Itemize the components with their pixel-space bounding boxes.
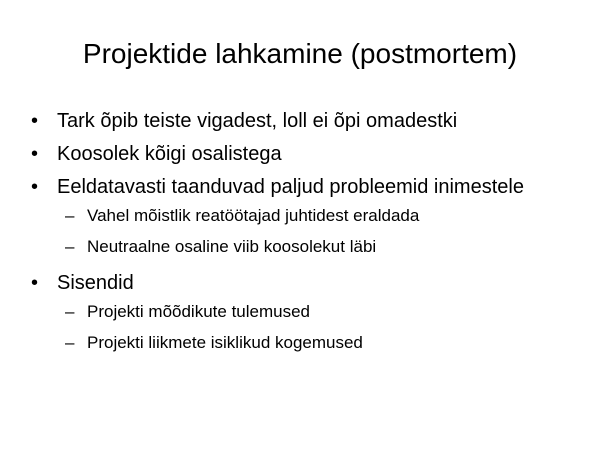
sub-bullet-item — [65, 234, 590, 259]
bullet-list — [30, 107, 590, 361]
sub-bullet-text: Vahel mõistlik reatöötajad juhtidest eraldada — [87, 206, 420, 225]
dash-icon: – — [65, 302, 75, 321]
bullet-item — [30, 269, 590, 355]
sub-bullet-list — [57, 299, 590, 355]
bullet-text: Eeldatavasti taanduvad paljud probleemid inimestele — [57, 176, 524, 198]
sub-bullet-item — [65, 299, 590, 324]
sub-bullet-text: Projekti liikmete isiklikud kogemused — [87, 333, 363, 352]
sub-bullet-text: Neutraalne osaline viib koosolekut läbi — [87, 237, 377, 256]
sub-bullet-list — [57, 203, 590, 259]
sub-bullet-item — [65, 330, 590, 355]
slide-title: Projektide lahkamine (postmortem) — [82, 38, 518, 69]
bullet-item — [30, 107, 590, 135]
bullet-text: Koosolek kõigi osalistega — [57, 143, 282, 165]
bullet-item — [30, 173, 590, 259]
bullet-icon: • — [31, 110, 39, 132]
sub-bullet-item — [65, 203, 590, 228]
bullet-icon: • — [31, 143, 39, 165]
dash-icon: – — [65, 237, 75, 256]
dash-icon: – — [65, 206, 75, 225]
bullet-text: Tark õpib teiste vigadest, loll ei õpi omadestki — [57, 110, 458, 132]
bullet-icon: • — [31, 176, 39, 198]
sub-bullet-text: Projekti mõõdikute tulemused — [87, 302, 311, 321]
bullet-text: Sisendid — [57, 272, 134, 294]
bullet-item — [30, 140, 590, 168]
bullet-icon: • — [31, 272, 39, 294]
dash-icon: – — [65, 333, 75, 352]
